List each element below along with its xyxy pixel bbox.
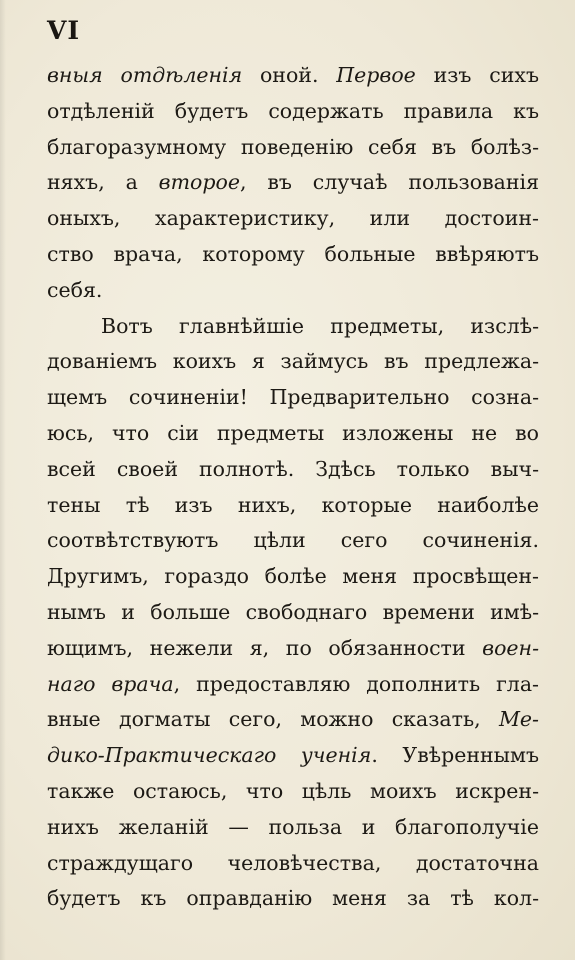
text-line (47, 130, 539, 166)
text-segment: оныхъ, характеристику, или достоин- (47, 206, 539, 231)
text-segment: вные догматы сего, можно сказать, (47, 707, 499, 732)
text-line (47, 416, 539, 452)
italic-text: наго врача (47, 671, 174, 696)
text-segment: также остаюсь, что цѣль моихъ искрен- (47, 778, 539, 803)
text-line (47, 344, 539, 380)
text-line (47, 774, 539, 810)
text-segment: . Увѣреннымъ (371, 743, 539, 768)
italic-text: воен- (482, 635, 539, 660)
text-line (47, 201, 539, 237)
text-segment: себя. (47, 277, 103, 302)
italic-text: Ме- (498, 707, 539, 732)
italic-text: Первое (336, 63, 416, 87)
text-segment: будетъ къ оправданію меня за тѣ кол- (47, 886, 539, 911)
text-line (47, 523, 539, 559)
text-line (47, 881, 539, 917)
text-segment: тены тѣ изъ нихъ, которые наиболѣе (47, 492, 539, 517)
text-line (47, 237, 539, 273)
text-line (47, 702, 539, 738)
text-segment: отдѣленій будетъ содержать правила къ (47, 98, 539, 123)
text-line (47, 595, 539, 631)
text-segment: страждущаго человѣчества, достаточна (47, 850, 539, 875)
text-segment: Другимъ, гораздо болѣе меня просвѣщен- (47, 564, 539, 589)
text-line (47, 452, 539, 488)
text-segment: соотвѣтствуютъ цѣли сего сочиненія. (47, 528, 539, 553)
text-segment: юсь, что сіи предметы изложены не во (47, 420, 539, 445)
text-segment: нымъ и больше свободнаго времени имѣ- (47, 599, 539, 624)
text-line (47, 58, 539, 94)
text-line (47, 273, 539, 309)
text-line (47, 810, 539, 846)
text-segment: щемъ сочиненіи! Предварительно созна- (47, 385, 539, 410)
italic-text: вныя отдѣленія (47, 63, 243, 87)
text-line (47, 309, 539, 345)
text-segment: , предоставляю дополнить гла- (173, 671, 539, 696)
text-line (47, 667, 539, 703)
text-line (47, 94, 539, 130)
text-segment: оной. (242, 63, 337, 87)
page-number: VI (47, 16, 81, 45)
text-line (47, 559, 539, 595)
text-segment: ство врача, которому больные ввѣряютъ (47, 241, 539, 266)
text-line (47, 165, 539, 201)
text-segment: нихъ желаній — польза и благополучіе (47, 814, 539, 839)
page-shadow (0, 0, 6, 960)
text-segment: ющимъ, нежели я, по обязанности (47, 635, 483, 660)
text-line (47, 738, 539, 774)
italic-text: второе (158, 170, 240, 195)
text-segment: благоразумному поведенію себя въ болѣз- (47, 134, 539, 159)
text-line (47, 846, 539, 882)
text-segment: дованіемъ коихъ я займусь въ предлежа- (47, 349, 539, 374)
text-segment: няхъ, а (47, 170, 159, 195)
text-segment: , въ случаѣ пользованія (239, 170, 539, 195)
text-line (47, 631, 539, 667)
italic-text: дико-Практическаго ученія (47, 743, 372, 768)
text-segment: всей своей полнотѣ. Здѣсь только выч- (47, 456, 539, 481)
text-segment: Вотъ главнѣйшіе предметы, изслѣ- (101, 313, 539, 338)
text-segment: изъ сихъ (415, 63, 539, 87)
text-line (47, 488, 539, 524)
body-text (47, 58, 539, 917)
text-line (47, 380, 539, 416)
